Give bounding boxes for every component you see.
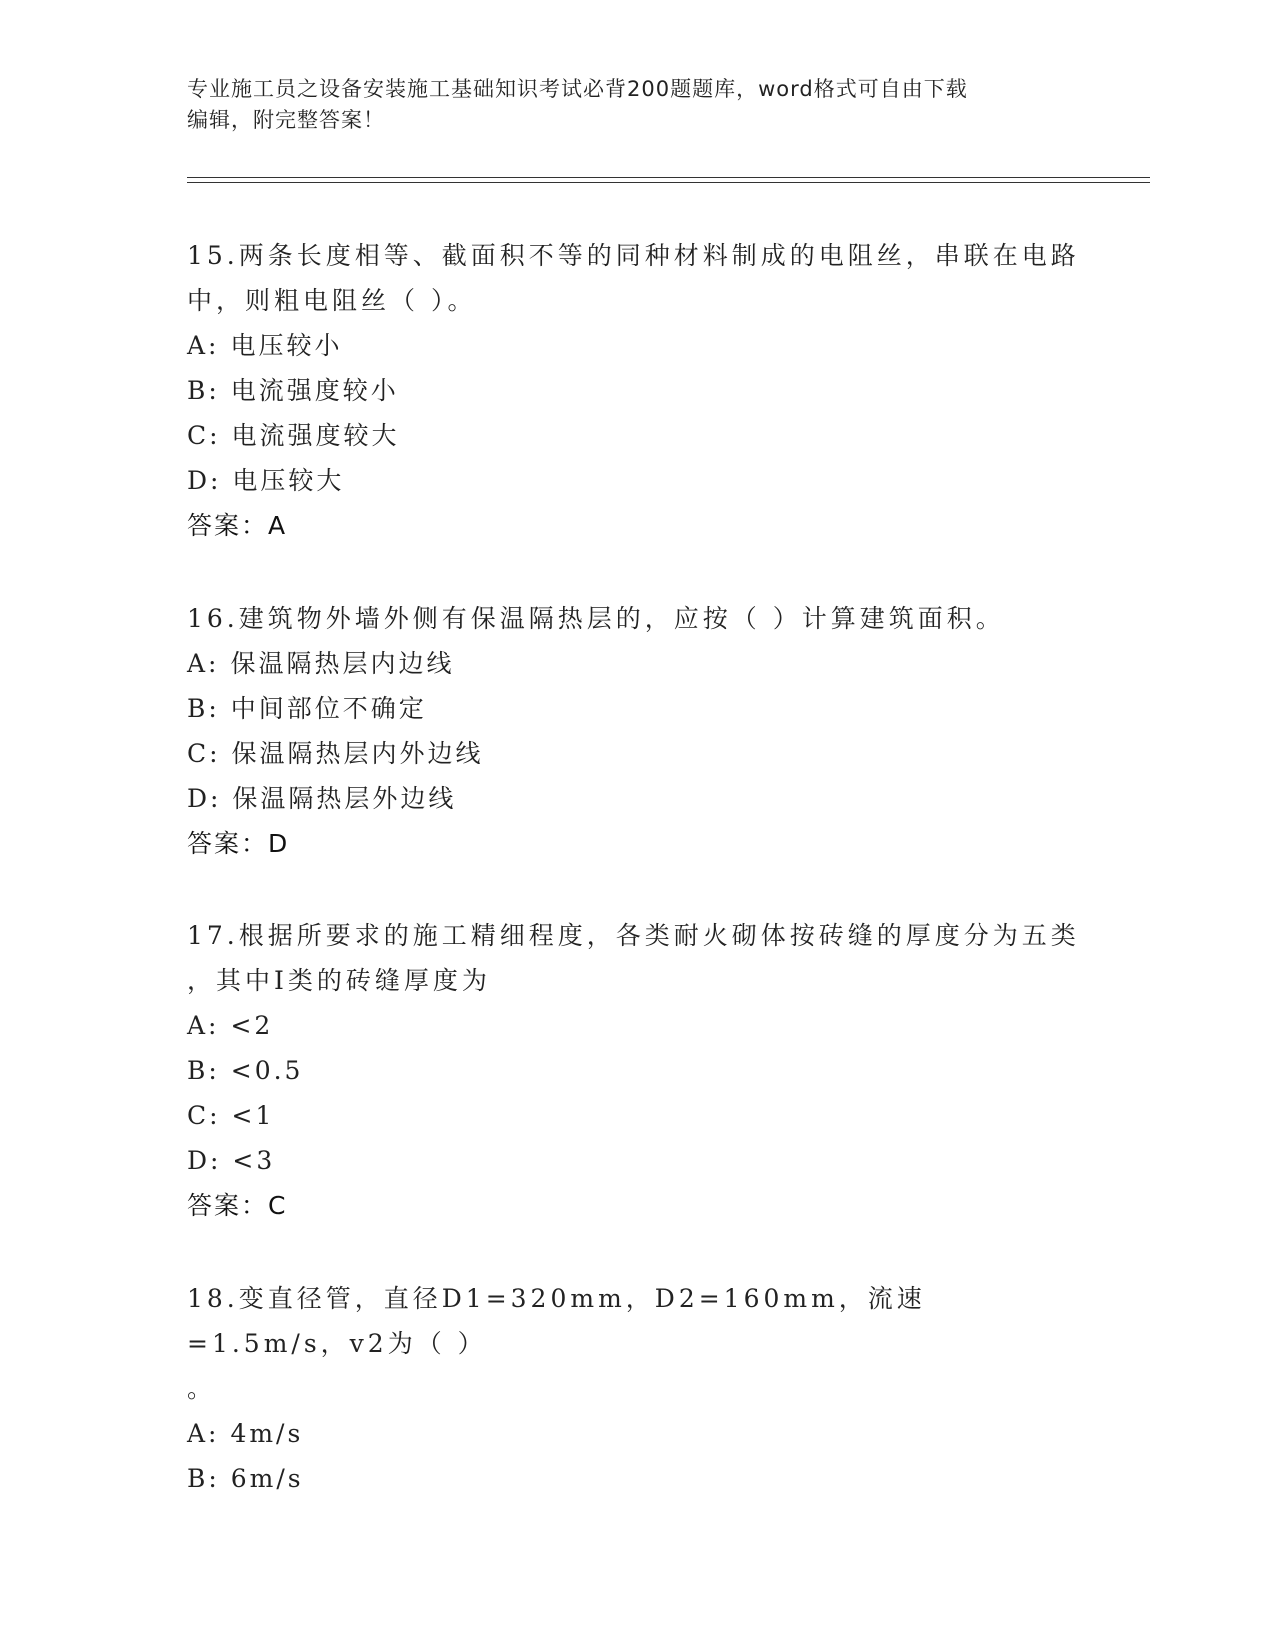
answer-line: 答案：D bbox=[187, 829, 290, 858]
option-c bbox=[187, 413, 1087, 458]
option-label: D: bbox=[187, 466, 222, 495]
option-label: D: bbox=[187, 784, 222, 813]
header-divider-bottom bbox=[187, 182, 1150, 183]
question-stem-line: 18.变直径管，直径D1=320mm，D2=160mm，流速=1.5m/s，v2为（ ） bbox=[187, 1284, 926, 1358]
question-17 bbox=[187, 913, 1087, 1229]
answer-line: 答案：C bbox=[187, 1191, 288, 1220]
option-text: 电流强度较小 bbox=[230, 376, 399, 405]
option-text: 电压较小 bbox=[230, 331, 343, 360]
header-line-2: 编辑，附完整答案！ bbox=[187, 108, 385, 132]
option-text: <2 bbox=[230, 1011, 274, 1040]
option-text: <0.5 bbox=[230, 1056, 304, 1085]
option-text: 保温隔热层内边线 bbox=[230, 649, 455, 678]
option-d bbox=[187, 458, 1087, 503]
option-b bbox=[187, 1456, 1087, 1501]
question-stem-line: 15.两条长度相等、截面积不等的同种材料制成的电阻丝，串联在电路 bbox=[187, 241, 1080, 270]
option-label: B: bbox=[187, 694, 220, 723]
option-d bbox=[187, 1138, 1087, 1183]
option-label: A: bbox=[187, 1011, 220, 1040]
question-stem-line: 。 bbox=[187, 1374, 217, 1403]
option-text: <3 bbox=[232, 1146, 276, 1175]
option-a bbox=[187, 641, 1087, 686]
option-a bbox=[187, 1003, 1087, 1048]
option-c bbox=[187, 1093, 1087, 1138]
option-label: B: bbox=[187, 1056, 220, 1085]
header-line-1: 专业施工员之设备安装施工基础知识考试必背200题题库，word格式可自由下载 bbox=[187, 77, 968, 101]
question-stem-line: 16.建筑物外墙外侧有保温隔热层的，应按（ ）计算建筑面积。 bbox=[187, 604, 1005, 633]
question-15 bbox=[187, 233, 1087, 549]
option-label: A: bbox=[187, 649, 220, 678]
option-text: 保温隔热层外边线 bbox=[232, 784, 457, 813]
option-text: 电流强度较大 bbox=[231, 421, 400, 450]
option-label: D: bbox=[187, 1146, 222, 1175]
option-d bbox=[187, 776, 1087, 821]
option-b bbox=[187, 1048, 1087, 1093]
option-text: 保温隔热层内外边线 bbox=[231, 739, 484, 768]
question-stem-line: ，其中I类的砖缝厚度为 bbox=[187, 966, 491, 995]
document-header bbox=[187, 74, 1067, 136]
question-stem-line: 中，则粗电阻丝（ ）。 bbox=[187, 286, 477, 315]
header-divider-top bbox=[187, 177, 1150, 178]
option-c bbox=[187, 731, 1087, 776]
option-label: C: bbox=[187, 1101, 221, 1130]
option-text: 6m/s bbox=[230, 1464, 304, 1493]
question-16 bbox=[187, 596, 1087, 867]
option-a bbox=[187, 1411, 1087, 1456]
option-label: C: bbox=[187, 421, 221, 450]
option-label: B: bbox=[187, 1464, 220, 1493]
option-text: 电压较大 bbox=[232, 466, 345, 495]
question-18 bbox=[187, 1276, 1087, 1501]
option-label: A: bbox=[187, 331, 220, 360]
question-stem-line: 17.根据所要求的施工精细程度，各类耐火砌体按砖缝的厚度分为五类 bbox=[187, 921, 1080, 950]
option-label: C: bbox=[187, 739, 221, 768]
option-text: 4m/s bbox=[230, 1419, 304, 1448]
option-b bbox=[187, 368, 1087, 413]
option-text: <1 bbox=[231, 1101, 275, 1130]
answer-line: 答案：A bbox=[187, 511, 288, 540]
option-label: B: bbox=[187, 376, 220, 405]
option-b bbox=[187, 686, 1087, 731]
option-label: A: bbox=[187, 1419, 220, 1448]
option-text: 中间部位不确定 bbox=[230, 694, 427, 723]
option-a bbox=[187, 323, 1087, 368]
